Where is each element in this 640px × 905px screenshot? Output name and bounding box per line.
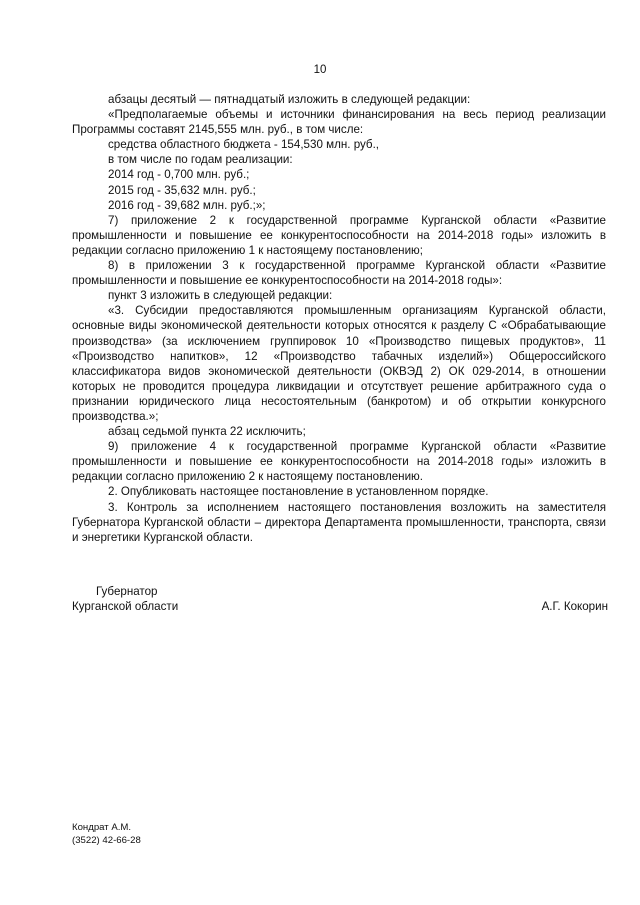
signatory-name: А.Г. Кокорин: [541, 600, 608, 613]
paragraph: 7) приложение 2 к государственной программе Курганской области «Развитие промышленности и повышение ее конкурентоспособности на 2014-2018 годы» изложить в редакции согласно приложению 1 к настоящему постановлению;: [72, 213, 606, 257]
author-phone: (3522) 42-66-28: [72, 834, 141, 846]
paragraph: 2015 год - 35,632 млн. руб.;: [108, 183, 256, 197]
paragraph: абзац седьмой пункта 22 исключить;: [108, 425, 306, 439]
document-footer: [72, 822, 141, 847]
author-name: Кондрат А.М.: [72, 822, 132, 833]
signatory-title-line2: Курганской области: [72, 600, 179, 614]
paragraph: 3. Контроль за исполнением настоящего постановления возложить на заместителя Губернатора Курганской области – директора Департамента промышленности, транспорта, связи и энергетики Курганской области.: [72, 500, 606, 544]
paragraph: средства областного бюджета - 154,530 млн. руб.,: [108, 138, 380, 152]
paragraph: 9) приложение 4 к государственной программе Курганской области «Развитие промышленности и повышение ее конкурентоспособности на 2014-2018 годы» изложить в редакции согласно приложению 2 к настоящему постановлению.: [72, 440, 606, 484]
paragraph: 2016 год - 39,682 млн. руб.;»;: [108, 198, 266, 212]
document-body: [72, 92, 606, 545]
paragraph: в том числе по годам реализации:: [108, 153, 293, 167]
paragraph: 2. Опубликовать настоящее постановление в установленном порядке.: [108, 485, 489, 499]
paragraph: пункт 3 изложить в следующей редакции:: [108, 289, 333, 303]
signatory-title-line1: Губернатор: [96, 585, 158, 598]
paragraph: абзацы десятый — пятнадцатый изложить в следующей редакции:: [108, 93, 471, 106]
paragraph: «Предполагаемые объемы и источники финансирования на весь период реализации Программы составят 2145,555 млн. руб., в том числе:: [72, 108, 606, 137]
page-number: 10: [313, 64, 327, 76]
paragraph: 2014 год - 0,700 млн. руб.;: [108, 168, 250, 182]
signature-block: [72, 584, 608, 614]
paragraph: 8) в приложении 3 к государственной программе Курганской области «Развитие промышленности и повышение ее конкурентоспособности на 2014-2018 годы»:: [72, 259, 606, 288]
paragraph: «3. Субсидии предоставляются промышленным организациям Курганской области, основные виды экономической деятельности которых относятся к разделу С «Обрабатывающие производства» (за исключением группировок 10 «Производство пищевых продуктов», 11 «Производство напитков», 12 «Производство табачных изделий») Общероссийского классификатора видов экономической деятельности (ОКВЭД 2) ОК 029-2014, в отношении которых не проводится процедура ликвидации и отсутствует решение арбитражного суда о признании юридического лица несостоятельным (банкротом) и об открытии конкурсного производства.»;: [72, 304, 606, 423]
